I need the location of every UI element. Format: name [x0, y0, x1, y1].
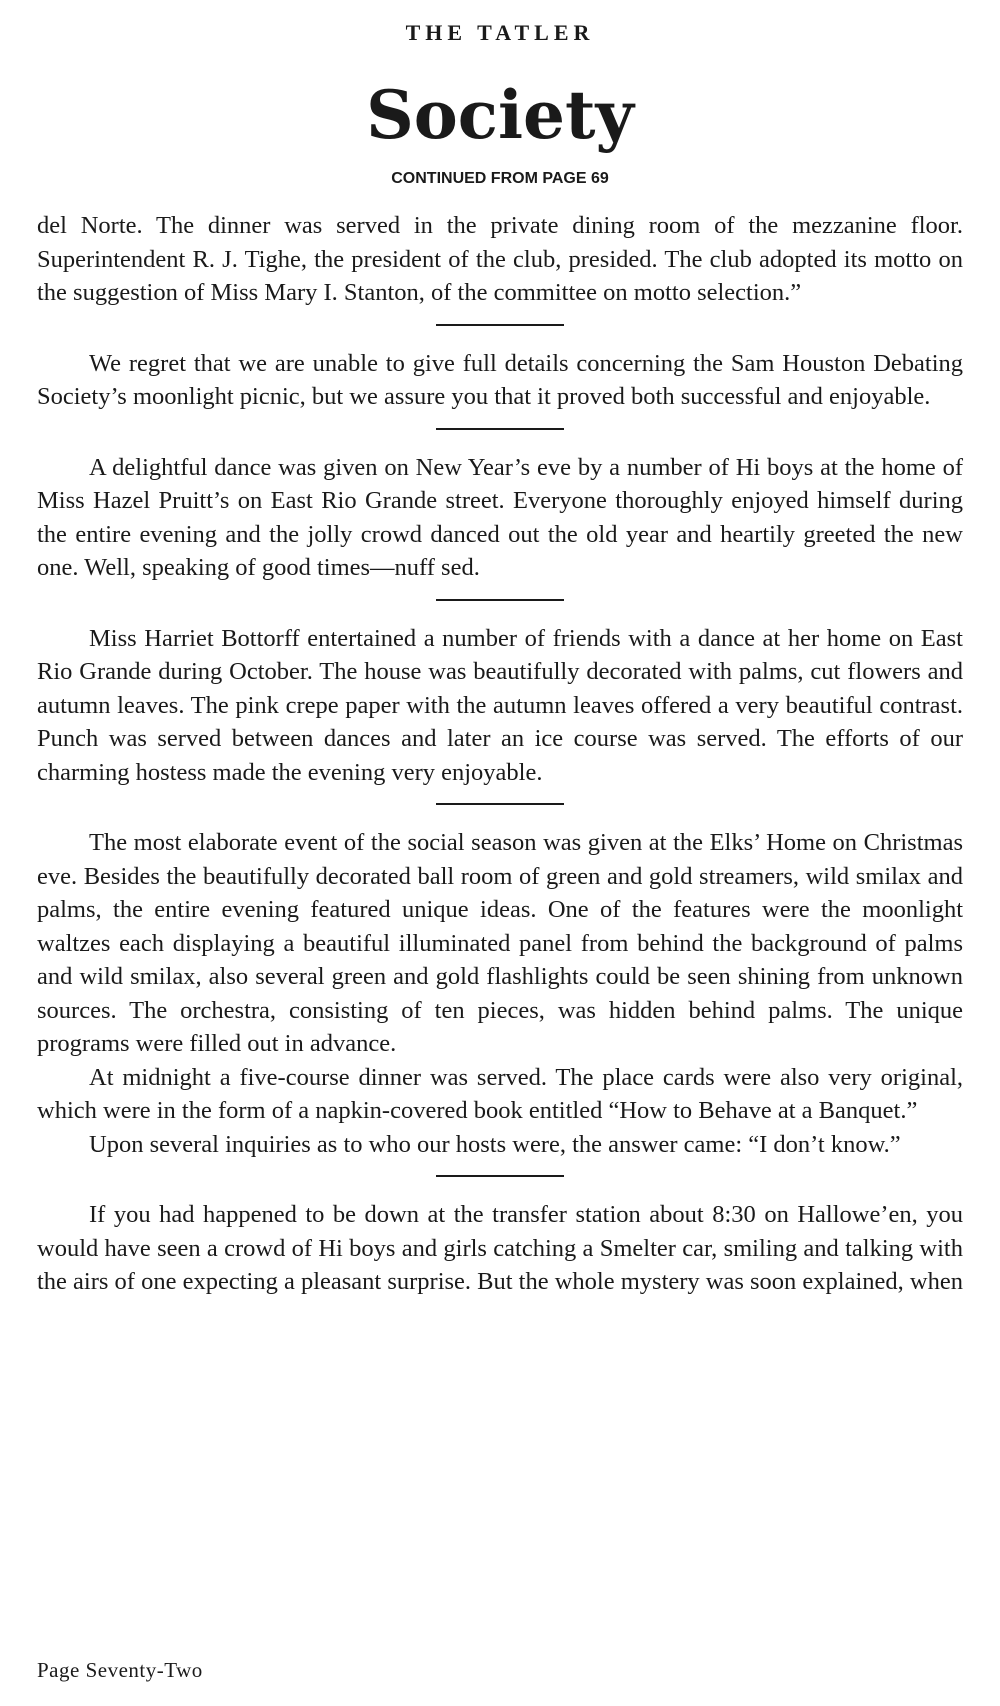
section-title: Society — [366, 76, 634, 154]
separator-rule — [436, 599, 564, 601]
paragraph-4: Miss Harriet Bottorff entertained a number of friends with a dance at her home on East Rio Grande during October. The house was beautifully decorated with palms, cut flowers and autumn leaves. The pink crepe paper with the autumn leaves offered a very beautiful contrast. Punch was served between dances and later an ice course was served. The efforts of our charming hostess made the evening very enjoyable. — [37, 624, 963, 786]
separator-rule — [436, 324, 564, 326]
paragraph-5: The most elaborate event of the social season was given at the Elks’ Home on Christmas eve. Besides the beautifully decorated ball room of green and gold streamers, wild smilax and palms, the entire evening featured unique ideas. One of the features were the moonlight waltzes each displaying a beautiful illuminated panel from behind the background of palms and wild smilax, also several green and gold flashlights could be seen shining from unknown sources. The orchestra, consisting of ten pieces, was hidden behind palms. The unique programs were filled out in advance. — [37, 829, 963, 1057]
separator-rule — [436, 803, 564, 805]
running-head: THE TATLER — [405, 20, 595, 45]
separator-rule — [436, 1175, 564, 1177]
continued-note: CONTINUED FROM PAGE 69 — [391, 170, 609, 187]
article-body — [37, 209, 963, 1299]
paragraph-1: del Norte. The dinner was served in the private dining room of the mezzanine floor. Superintendent R. J. Tighe, the president of the club, presided. The club adopted its motto on the suggestion of Miss Mary I. Stanton, of the committee on motto selection.” — [37, 212, 963, 306]
paragraph-2: We regret that we are unable to give full details concerning the Sam Houston Debating Society’s moonlight picnic, but we assure you that it proved both successful and enjoyable. — [37, 349, 963, 410]
paragraph-3: A delightful dance was given on New Year’s eve by a number of Hi boys at the home of Miss Hazel Pruitt’s on East Rio Grande street. Everyone thoroughly enjoyed himself during the entire evening and the jolly crowd danced out the old year and heartily greeted the new one. Well, speaking of good times—nuff sed. — [37, 453, 963, 581]
paragraph-7: Upon several inquiries as to who our hosts were, the answer came: “I don’t know.” — [89, 1130, 901, 1158]
page-number: Page Seventy-Two — [37, 1658, 203, 1682]
paragraph-8: If you had happened to be down at the transfer station about 8:30 on Hallowe’en, you would have seen a crowd of Hi boys and girls catching a Smelter car, smiling and talking with the airs of one expecting a pleasant surprise. But the whole mystery was soon explained, when — [37, 1201, 963, 1295]
separator-rule — [436, 428, 564, 430]
paragraph-6: At midnight a five-course dinner was served. The place cards were also very original, which were in the form of a napkin-covered book entitled “How to Behave at a Banquet.” — [37, 1063, 963, 1124]
